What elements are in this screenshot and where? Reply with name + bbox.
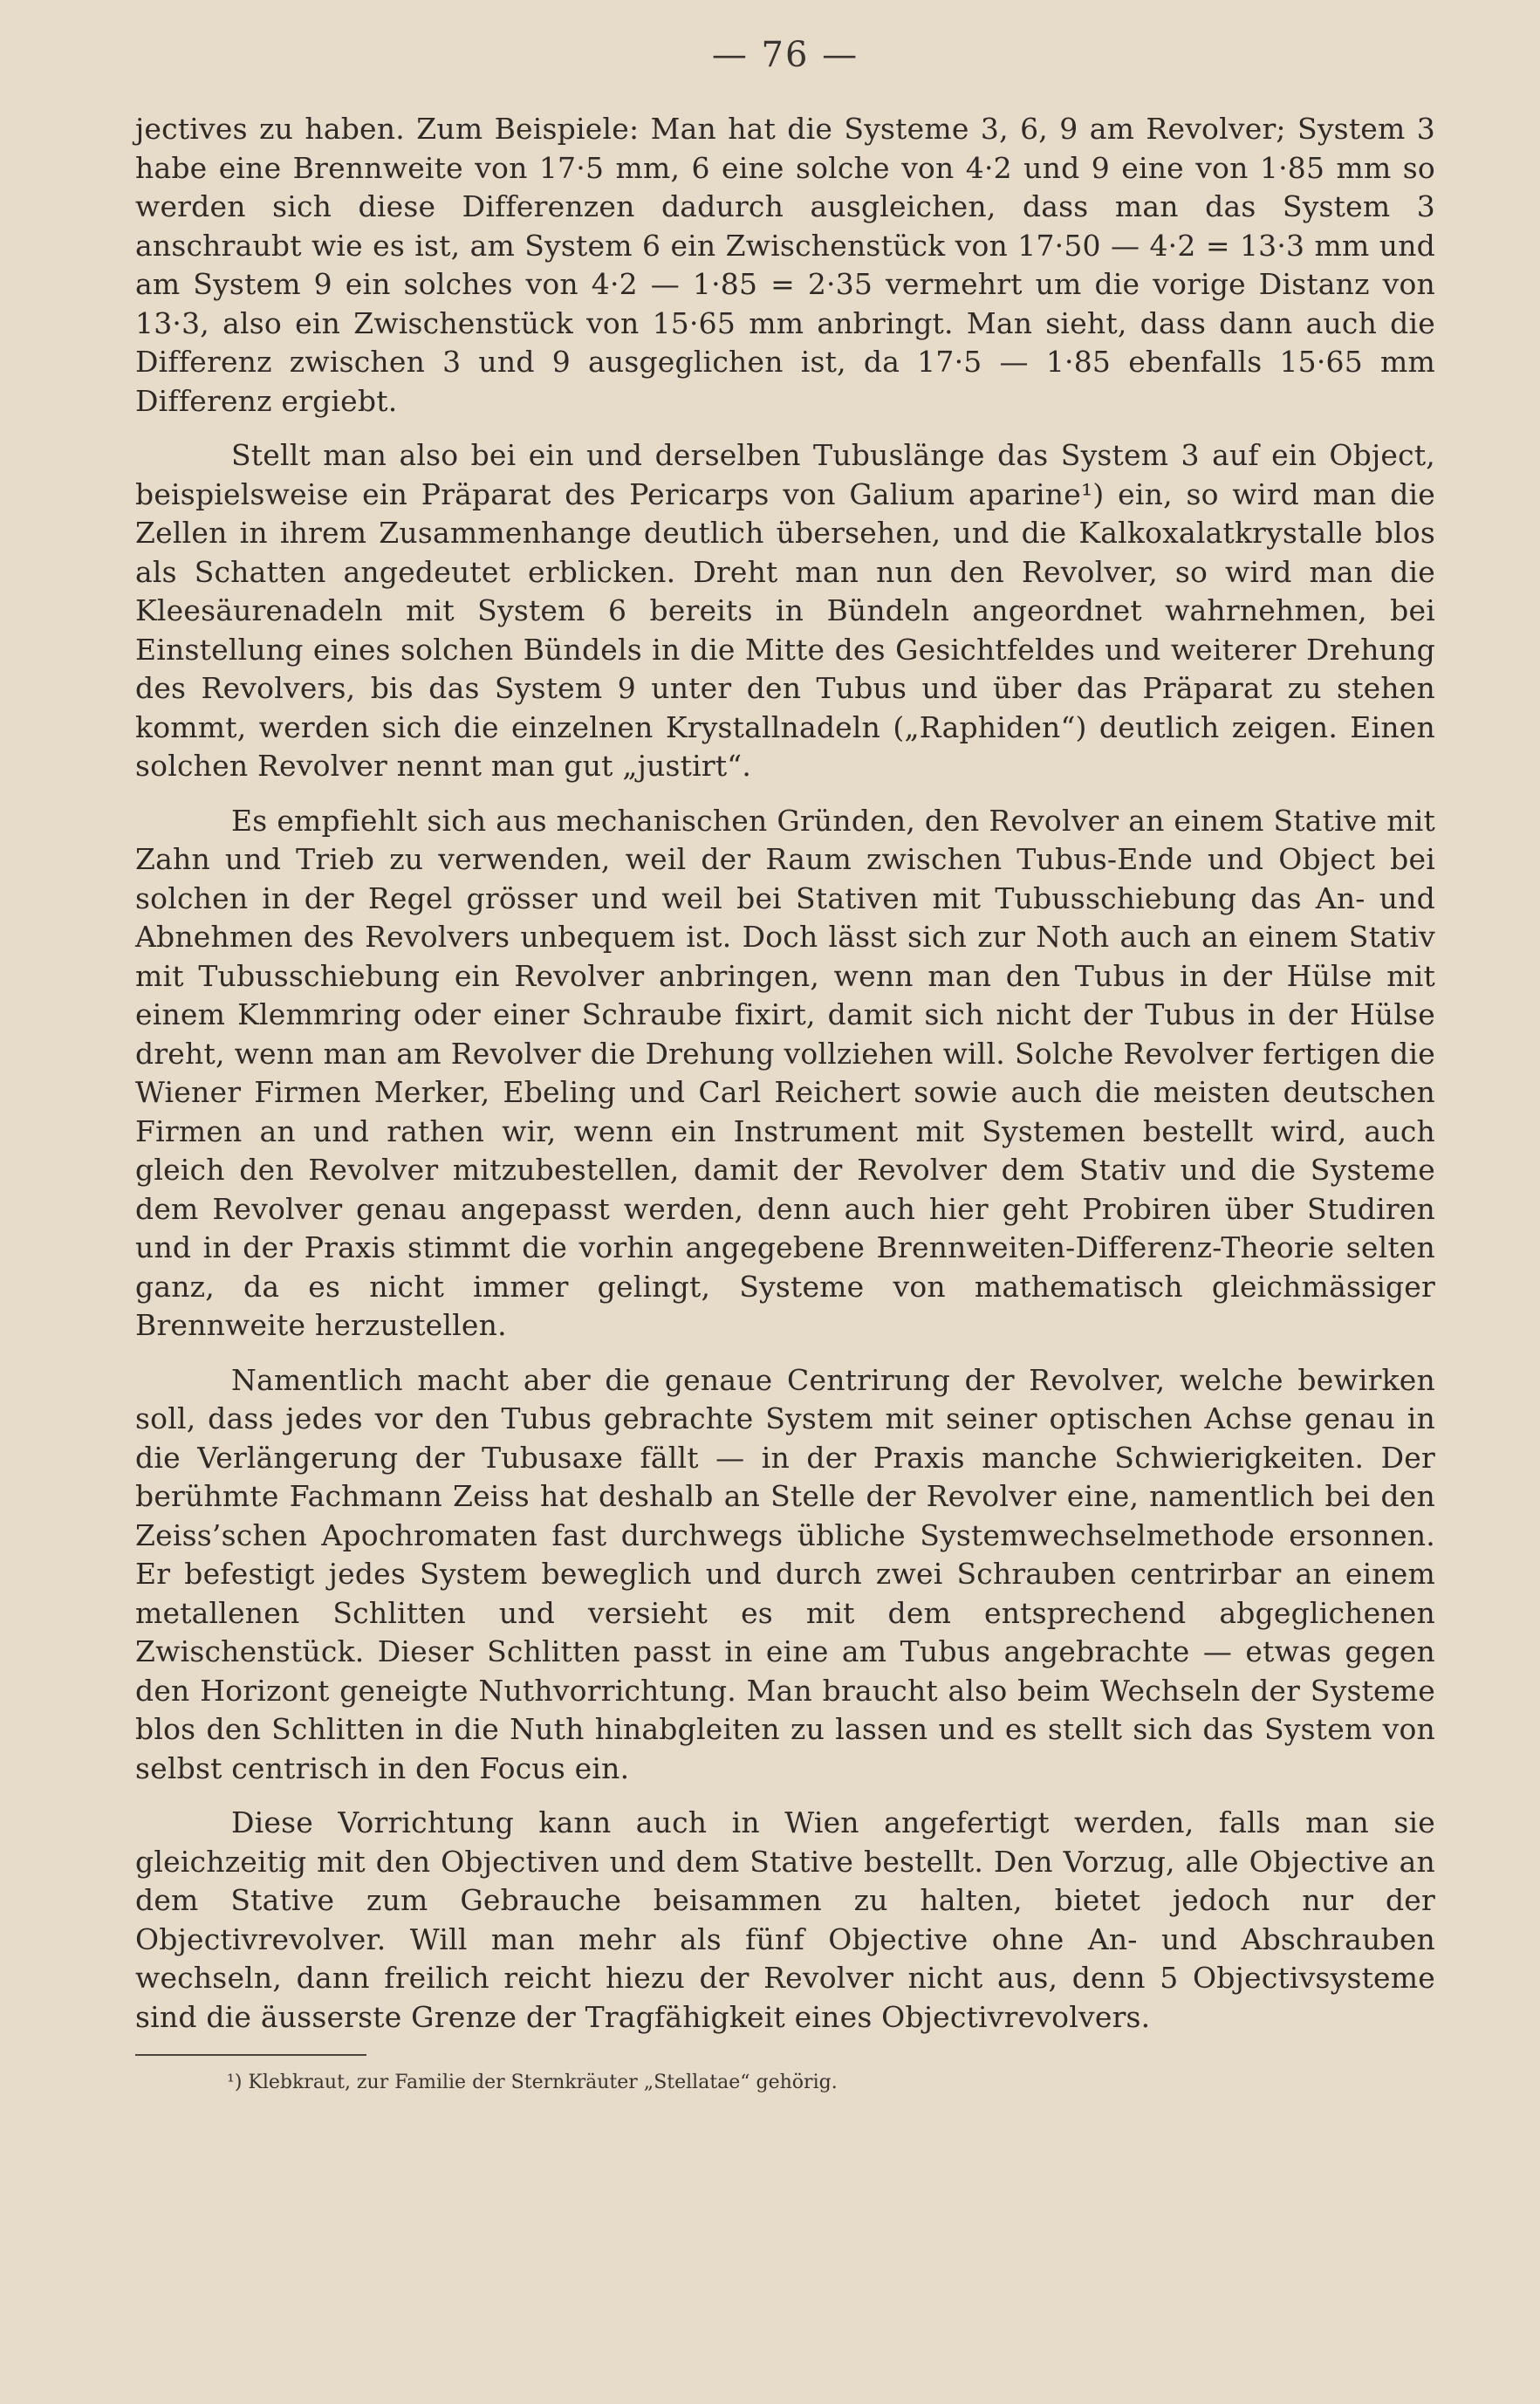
paragraph-3: Es empfiehlt sich aus mechanischen Gründen, den Revolver an einem Stative mit Zahn und Trieb zu verwenden, weil der Raum zwischen Tubus-Ende und Object bei solchen in der Regel grösser und weil bei Stativen mit Tubusschiebung das An- und Abnehmen des Revolvers unbequem ist. Doch lässt sich zur Noth auch an einem Stativ mit Tubusschiebung ein Revolver anbringen, wenn man den Tubus in der Hülse mit einem Klemmring oder einer Schraube fixirt, damit sich nicht der Tubus in der Hülse dreht, wenn man am Revolver die Drehung vollziehen will. Solche Revolver fertigen die Wiener Firmen Merker, Ebeling und Carl Reichert sowie auch die meisten deutschen Firmen an und rathen wir, wenn ein Instrument mit Systemen bestellt wird, auch gleich den Revolver mitzubestellen, damit der Revolver dem Stativ und die Systeme dem Revolver genau angepasst werden, denn auch hier geht Probiren über Studiren und in der Praxis stimmt die vorhin angegebene Brennweiten-Differenz-Theorie selten ganz, da es nicht immer gelingt, Systeme von mathematisch gleichmässiger Brennweite herzustellen. (135, 803, 1435, 1342)
body-text (135, 110, 1435, 2037)
paragraph-2: Stellt man also bei ein und derselben Tubuslänge das System 3 auf ein Object, beispielsweise ein Präparat des Pericarps von Galium aparine¹) ein, so wird man die Zellen in ihrem Zusammenhange deutlich übersehen, und die Kalkoxalatkrystalle blos als Schatten angedeutet erblicken. Dreht man nun den Revolver, so wird man die Kleesäurenadeln mit System 6 bereits in Bündeln angeordnet wahrnehmen, bei Einstellung eines solchen Bündels in die Mitte des Gesichtfeldes und weiterer Drehung des Revolvers, bis das System 9 unter den Tubus und über das Präparat zu stehen kommt, werden sich die einzelnen Krystallnadeln („Raphiden“) deutlich zeigen. Einen solchen Revolver nennt man gut „justirt“. (135, 438, 1435, 783)
page-number: — 76 — (711, 35, 859, 75)
paragraph-4: Namentlich macht aber die genaue Centrirung der Revolver, welche bewirken soll, dass jedes vor den Tubus gebrachte System mit seiner optischen Achse genau in die Verlängerung der Tubusaxe fällt — in der Praxis manche Schwierigkeiten. Der berühmte Fachmann Zeiss hat deshalb an Stelle der Revolver eine, namentlich bei den Zeiss’schen Apochromaten fast durchwegs übliche Systemwechselmethode ersonnen. Er befestigt jedes System beweglich und durch zwei Schrauben centrirbar an einem metallenen Schlitten und versieht es mit dem entsprechend abgeglichenen Zwischenstück. Dieser Schlitten passt in eine am Tubus angebrachte — etwas gegen den Horizont geneigte Nuthvorrichtung. Man braucht also beim Wechseln der Systeme blos den Schlitten in die Nuth hinabgleiten zu lassen und es stellt sich das System von selbst centrisch in den Focus ein. (135, 1362, 1435, 1785)
footnote-divider (135, 2054, 366, 2056)
paragraph-5: Diese Vorrichtung kann auch in Wien angefertigt werden, falls man sie gleichzeitig mit den Objectiven und dem Stative bestellt. Den Vorzug, alle Objective an dem Stative zum Gebrauche beisammen zu halten, bietet jedoch nur der Objectivrevolver. Will man mehr als fünf Objective ohne An- und Abschrauben wechseln, dann freilich reicht hiezu der Revolver nicht aus, denn 5 Objectivsysteme sind die äusserste Grenze der Tragfähigkeit eines Objectivrevolvers. (135, 1805, 1435, 2034)
paragraph-1: jectives zu haben. Zum Beispiele: Man hat die Systeme 3, 6, 9 am Revolver; System 3 habe eine Brennweite von 17·5 mm, 6 eine solche von 4·2 und 9 eine von 1·85 mm so werden sich diese Differenzen dadurch ausgleichen, dass man das System 3 anschraubt wie es ist, am System 6 ein Zwischenstück von 17·50 — 4·2 = 13·3 mm und am System 9 ein solches von 4·2 — 1·85 = 2·35 vermehrt um die vorige Distanz von 13·3, also ein Zwischenstück von 15·65 mm anbringt. Man sieht, dass dann auch die Differenz zwischen 3 und 9 ausgeglichen ist, da 17·5 — 1·85 ebenfalls 15·65 mm Differenz ergiebt. (135, 112, 1435, 418)
footnote: ¹) Klebkraut, zur Familie der Sternkräuter „Stellatae“ gehörig. (227, 2072, 838, 2093)
